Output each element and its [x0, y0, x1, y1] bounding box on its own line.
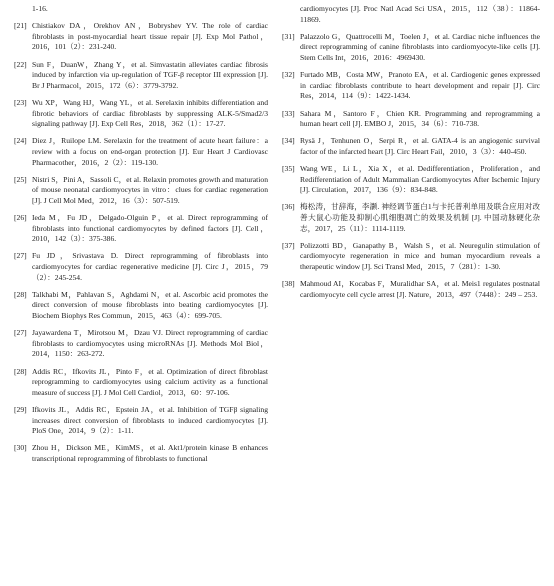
reference-number: [37]: [282, 240, 295, 250]
reference-text: Diez J，Ruilope LM. Serelaxin for the treatment of acute heart failure：a review with a focus on end-organ protection [J]. Eur Heart J Cardiovasc Pharmacother，2016，2（2）：119-130.: [32, 136, 268, 167]
reference-text: Addis RC，Ifkovits JL，Pinto F，et al. Optimization of direct fibroblast reprogramming to cardiomyocytes using calcium activity as a functional measure of success [J]. J Mol Cell Cardiol，2013，60：97-106.: [32, 366, 268, 397]
reference-text: 梅松涛，甘辞海，李灏. 神经调节蛋白1与卡托普利单用及联合应用对改善大鼠心功能及抑制心肌细胞凋亡的效果及机制 [J]. 中国动脉硬化杂志，2017，25（11）：1114-1119.: [300, 202, 540, 233]
reference-number: [22]: [14, 59, 27, 69]
reference-entry: [14, 98, 268, 130]
reference-text: Ifkovits JL，Addis RC，Epstein JA，et al. Inhibition of TGFβ signaling increases direct conversion of fibroblasts to induced cardiomyocytes [J]. PloS One，2014，9（2）：1-11.: [32, 404, 268, 436]
reference-number: [33]: [282, 108, 295, 118]
reference-number: [29]: [14, 404, 27, 414]
reference-number: [38]: [282, 279, 295, 289]
reference-number: [25]: [14, 174, 27, 184]
reference-text: Talkhabi M，Pahlavan S，Aghdami N，et al. Ascorbic acid promotes the direct conversion of mouse fibroblasts into beating cardiomyocytes [J]. Biochem Biophys Res Commun，2015，463（4）：699-705.: [32, 289, 268, 320]
reference-entry: [282, 202, 540, 234]
reference-number: [32]: [282, 70, 295, 80]
reference-column-right: [282, 4, 540, 586]
reference-text: Rysä J，Tenhunen O，Serpi R，et al. GATA-4 is an angiogenic survival factor of the infarcted heart [J]. Circ Heart Fail，2010，3（3）：440-450.: [300, 136, 540, 156]
reference-text: Sahara M，Santoro F，Chien KR. Programming and reprogramming a human heart cell [J]. EMBO J，2015，34（6）：710-738.: [300, 108, 540, 129]
reference-text: Sun F，DuanW，Zhang Y，et al. Simvastatin alleviates cardiac fibrosis induced by infarction via up-regulation of TGF-β receptor III expression [J]. Br J Pharmacol，2015，172（6）：3779-3792.: [32, 59, 268, 90]
reference-entry: [282, 279, 540, 300]
reference-text: Polizzotti BD，Ganapathy B，Walsh S，et al. Neuregulin stimulation of cardiomyocyte regeneration in mice and human myocardium reveals a therapeutic window [J]. Sci Transl Med，2015，7（281）：1-30.: [300, 240, 540, 272]
reference-entry: [282, 70, 540, 102]
reference-number: [26]: [14, 213, 27, 223]
reference-text: Furtado MB，Costa MW，Pranoto EA，et al. Cardiogenic genes expressed in cardiac fibroblasts contribute to heart development and repair [J]. Circ Res，2014，114（9）：1422-1434.: [300, 70, 540, 101]
reference-text: Zhou H，Dickson ME，KimMS，et al. Akt1/protein kinase B enhances transcriptional reprogramming of fibroblasts to functional: [32, 443, 268, 463]
reference-entry: [282, 136, 540, 157]
reference-text: Chistiakov DA，Orekhov AN，Bobryshev YV. The role of cardiac fibroblasts in post-myocardial heart tissue repair [J]. Exp Mol Pathol，2016，101（2）：231-240.: [32, 21, 268, 52]
reference-entry: [14, 213, 268, 245]
reference-number: [28]: [14, 366, 27, 376]
reference-entry: [14, 251, 268, 283]
reference-number: [24]: [14, 136, 27, 146]
reference-number: [27]: [14, 251, 27, 261]
reference-text: cardiomyocytes [J]. Proc Natl Acad Sci USA，2015，112（38）：11864-11869.: [300, 4, 540, 24]
reference-number: [27]: [14, 328, 27, 338]
reference-continuation: [14, 4, 268, 15]
reference-text: Wang WE，Li L，Xia X，et al. Dedifferentiation，Proliferation，and Redifferentiation of Adult Mammalian Cardiomyocytes After Ischemic Injury [J]. Circulation，2017，136（9）：834-848.: [300, 164, 540, 195]
reference-text: Palazzolo G，Quattrocelli M，Toelen J，et al. Cardiac niche influences the direct reprogramming of canine fibroblasts into cardiomyocyte-like cells [J]. Stem Cells Int，2016，2016：4969430.: [300, 31, 540, 62]
reference-entry: [14, 405, 268, 437]
reference-text: Ieda M，Fu JD，Delgado-Olguin P，et al. Direct reprogramming of fibroblasts into functional cardiomyocytes by defined factors [J]. Cell，2010，142（3）：375-386.: [32, 213, 268, 244]
reference-text: Jayawardena T，Mirotsou M，Dzau VJ. Direct reprogramming of cardiac fibroblasts to cardiomyocytes using microRNAs [J]. Methods Mol Biol，2014，1150：263-272.: [32, 328, 268, 359]
reference-number: [34]: [282, 136, 295, 146]
reference-text: Nistri S，Pini A，Sassoli C，et al. Relaxin promotes growth and maturation of mouse neonatal cardiomyocytes in vitro：clues for cardiac regeneration [J]. J Cell Mol Med，2012，16（3）：507-519.: [32, 174, 268, 205]
reference-number: [21]: [14, 21, 27, 31]
reference-number: [23]: [14, 97, 27, 107]
reference-entry: [14, 21, 268, 53]
reference-entry: [14, 328, 268, 360]
reference-number: [35]: [282, 164, 295, 174]
reference-text: Mahmoud AI，Kocabas F，Muralidhar SA，et al. Meis1 regulates postnatal cardiomyocyte cell cycle arrest [J]. Nature，2013，497（7448）：249 – 253.: [300, 279, 540, 299]
reference-text: Wu XP，Wang HJ，Wang YL，et al. Serelaxin inhibits differentiation and fibrotic behaviors of cardiac fibroblasts by suppressing ALK-5/Smad2/3 signaling pathway [J]. Exp Cell Res，2018，362（1）：17-27.: [32, 97, 268, 129]
reference-entry: [14, 443, 268, 464]
reference-entry: [14, 175, 268, 207]
reference-number: [31]: [282, 31, 295, 41]
reference-text: 1-16.: [32, 4, 48, 13]
reference-entry: [282, 32, 540, 64]
reference-number: [36]: [282, 202, 295, 212]
reference-column-left: [14, 4, 268, 586]
reference-number: [30]: [14, 443, 27, 453]
reference-entry: [14, 136, 268, 168]
reference-entry: [14, 290, 268, 322]
reference-number: [28]: [14, 289, 27, 299]
reference-entry: [14, 60, 268, 92]
reference-entry: [282, 109, 540, 130]
reference-entry: [14, 367, 268, 399]
reference-continuation: [282, 4, 540, 25]
reference-entry: [282, 241, 540, 273]
reference-text: Fu JD，Srivastava D. Direct reprogramming of fibroblasts into cardiomyocytes for cardiac regenerative medicine [J]. Circ J，2015，79（2）：245-254.: [32, 251, 268, 282]
reference-entry: [282, 164, 540, 196]
